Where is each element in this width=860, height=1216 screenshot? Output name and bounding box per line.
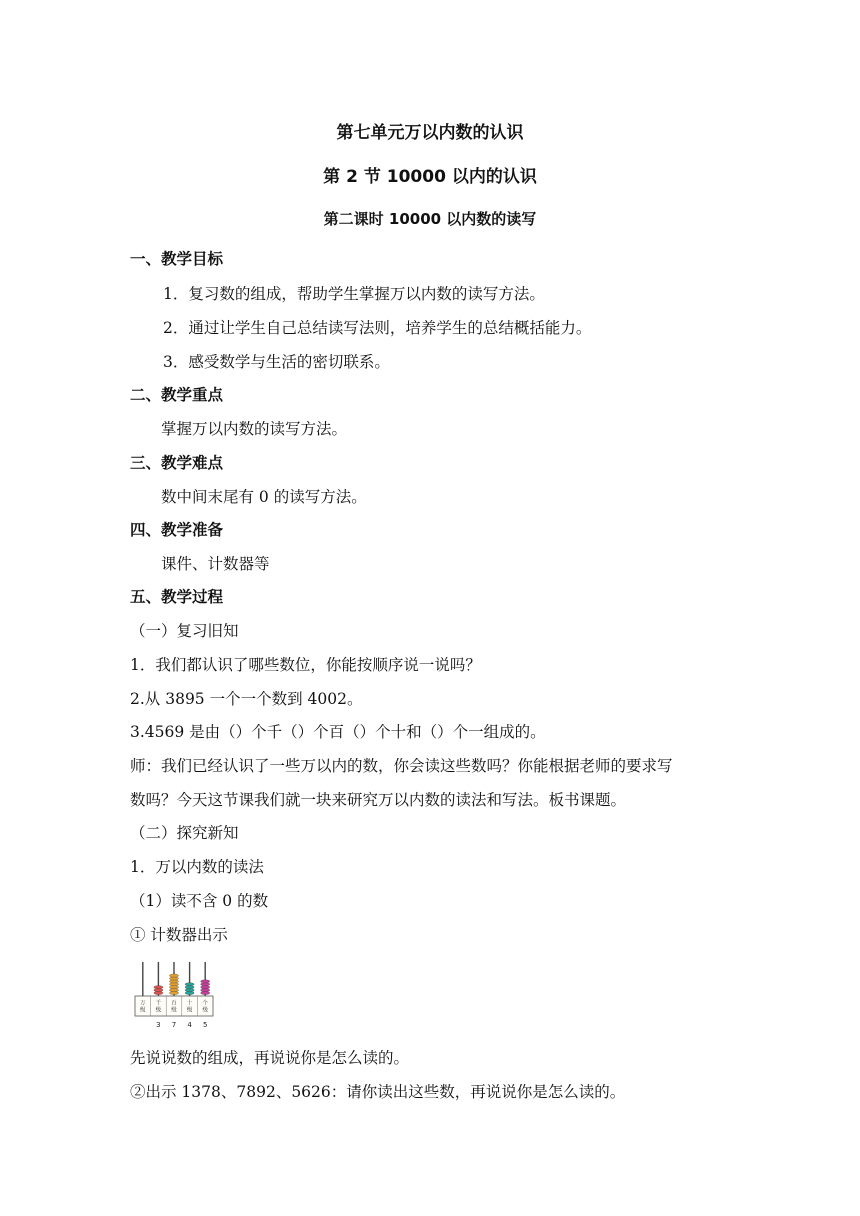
preparation-text: 课件、计数器等 [161, 555, 270, 573]
key-points-heading: 二、教学重点 [130, 386, 224, 404]
preparation-heading: 四、教学准备 [130, 521, 224, 539]
lesson-title: 第二课时 10000 以内数的读写 [323, 210, 537, 228]
abacus-show: ① 计数器出示 [130, 926, 228, 944]
abacus-bead [169, 983, 178, 986]
goal-item: 2．通过让学生自己总结读写法则，培养学生的总结概括能力。 [163, 319, 592, 337]
explore-title: （二）探究新知 [130, 824, 239, 842]
abacus-bead [201, 991, 210, 994]
abacus-bead [154, 991, 163, 994]
abacus-bead [169, 977, 178, 980]
abacus-place-label: 万 [140, 1000, 146, 1007]
abacus-place-label: 千 [155, 1000, 162, 1007]
abacus-place-label: 百 [171, 1000, 177, 1007]
abacus-bead [154, 989, 163, 992]
abacus-digit: 3 [156, 1021, 161, 1029]
teacher-line: 数吗？今天这节课我们就一块来研究万以内数的读法和写法。板书课题。 [130, 791, 627, 809]
abacus-place-label: 十 [186, 1000, 193, 1007]
abacus-place-label: 级 [155, 1007, 162, 1014]
abacus-bead [185, 986, 194, 989]
abacus-bead [169, 991, 178, 994]
process-heading: 五、教学过程 [130, 588, 224, 606]
unit-title: 第七单元万以内数的认识 [336, 123, 524, 143]
abacus-bead [169, 989, 178, 992]
abacus-bead [201, 980, 210, 983]
show-numbers-prompt: ②出示 1378、7892、5626：请你读出这些数，再说说你是怎么读的。 [130, 1083, 626, 1101]
abacus-bead [201, 989, 210, 992]
abacus-bead [185, 989, 194, 992]
difficulties-heading: 三、教学难点 [130, 454, 224, 472]
section-title: 第 2 节 10000 以内的认识 [323, 167, 537, 187]
abacus-digit: 5 [202, 1021, 208, 1029]
abacus-bead [201, 986, 210, 989]
abacus-bead [185, 991, 194, 994]
abacus-bead [201, 983, 210, 986]
abacus-place-label: 级 [186, 1007, 193, 1014]
abacus-digit: 4 [187, 1021, 192, 1029]
abacus-place-label: 级 [202, 1007, 208, 1014]
abacus-bead [169, 980, 178, 983]
abacus-place-label: 级 [171, 1007, 177, 1014]
abacus-bead [169, 974, 178, 977]
key-points-text: 掌握万以内数的读写方法。 [161, 420, 348, 438]
composition-prompt: 先说说数的组成，再说说你是怎么读的。 [130, 1049, 410, 1067]
review-title: （一）复习旧知 [130, 622, 239, 640]
review-item: 2.从 3895 一个一个数到 4002。 [130, 690, 363, 708]
abacus-digit: 7 [171, 1021, 177, 1029]
abacus-bead [185, 983, 194, 986]
abacus-bead [169, 986, 178, 989]
abacus-bead [154, 986, 163, 989]
difficulties-text: 数中间末尾有 0 的读写方法。 [161, 488, 367, 506]
teacher-line: 师：我们已经认识了一些万以内的数，你会读这些数吗？你能根据老师的要求写 [130, 757, 673, 775]
review-item: 1．我们都认识了哪些数位，你能按顺序说一说吗？ [130, 656, 481, 674]
reading-method: 1．万以内数的读法 [130, 858, 264, 876]
goal-item: 3．感受数学与生活的密切联系。 [163, 353, 390, 371]
goals-heading: 一、教学目标 [130, 250, 224, 268]
review-item: 3.4569 是由（）个千（）个百（）个十和（）个一组成的。 [130, 723, 546, 741]
abacus-place-label: 级 [140, 1007, 146, 1014]
abacus-place-label: 个 [202, 1000, 208, 1007]
no-zero-subtitle: （1）读不含 0 的数 [130, 892, 269, 910]
abacus-image [134, 960, 214, 1030]
goal-item: 1．复习数的组成，帮助学生掌握万以内数的读写方法。 [163, 285, 545, 303]
